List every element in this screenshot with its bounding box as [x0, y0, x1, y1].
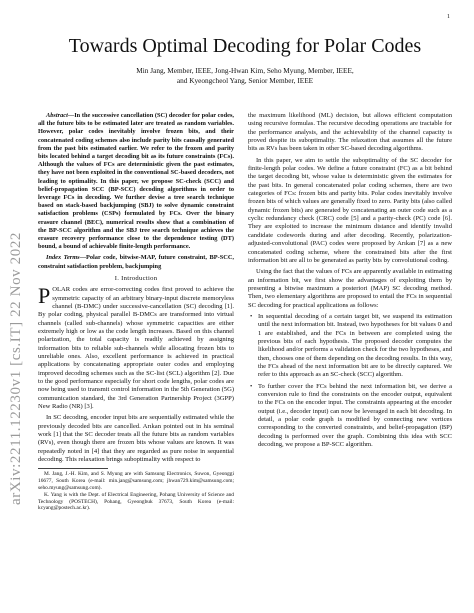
footnote-affiliation-2: K. Yang is with the Dept. of Electrical Engineering, Pohang University of Science and Technology (POSTECH), Pohang, Gyeongbuk 37673, South Korea (e-mail: kcyang@postech.ac.kr). — [38, 492, 234, 512]
contribution-list — [248, 313, 452, 450]
arxiv-sidebar — [4, 168, 30, 568]
left-column — [38, 112, 234, 513]
intro-paragraph-1 — [38, 283, 234, 411]
right-column — [248, 112, 452, 452]
footnote-divider — [38, 468, 108, 469]
drop-cap: P — [38, 283, 51, 309]
list-item: • To further cover the FCs behind the next information bit, we derive a conversion rule to find the constraints on the encoder output, equivalent to the FCs on the encoder input. The constraints appearing at the encoder output (i.e., decoder input) can now be leveraged in each bit decoding. In detail, a polar code graph is modified by connecting new vertices corresponding to the converted constraints, and belief-propagation (BP) decoding is performed over the graph. Combining this idea with SCC decoding, we propose a BP-SCC algorithm. — [258, 383, 452, 450]
index-terms-label: Index Terms — [46, 254, 80, 262]
abstract — [38, 112, 234, 251]
arxiv-identifier: arXiv:2211.12230v1 [cs.IT] 22 Nov 2022 — [8, 231, 25, 505]
author-block — [40, 66, 450, 86]
author-line-1: Min Jang, Member, IEEE, Jong-Hwan Kim, Seho Myung, Member, IEEE, — [136, 66, 354, 75]
intro-paragraph-2: In SC decoding, encoder input bits are sequentially estimated while the previously decoded bits are cancelled. Arıkan pointed out in his seminal work [1] that the SC decoder treats all the future bits as random variables (RVs), even though there are frozen bits whose values are known. It was repeatedly noted in [4] that they are regarded as pure noise in sequential decoding. This relaxation brings suboptimality with respect to — [38, 414, 234, 464]
abstract-label: Abstract — [46, 112, 68, 119]
right-paragraph-2: In this paper, we aim to settle the suboptimality of the SC decoder for finite-length polar codes. We define a future constraint (FC) as a bit behind the target decoding bit, whose value is deterministic given the estimates for the past bits. In general concatenated polar coding schemes, there are two categories of FCs: frozen bits and parity bits. Polar codes inevitably involve frozen bits of which values are generally fixed to zero. Parity bits (also called dynamic frozen bits) are generated by concatenating an outer code such as a cyclic redundancy check (CRC) code [5] and a parity-check (PC) code [6]. They are exploited to increase the minimum distance and identify invalid candidate codewords during and after decoding. Recently, polarization-adjusted-convolutional (PAC) codes were proposed by Arıkan [7] as a new concatenated coding scheme, where the constrained bits after the first information bit are all to be generated as parity bits by convolutional coding. — [248, 156, 452, 264]
paper-title: Towards Optimal Decoding for Polar Codes — [68, 35, 422, 57]
author-line-2: and Kyeongcheol Yang, Senior Member, IEEE — [176, 76, 314, 85]
abstract-text: —In the successive cancellation (SC) decoder for polar codes, all the future bits to be estimated later are treated as random variables. However, polar codes inevitably involve frozen bits, and their concatenated coding schemes also include parity bits causally generated from the past bits estimated earlier. We refer to the frozen and parity bits located behind a target decoding bit as its future constraints (FCs). Although the values of FCs are deterministic given the past estimates, they have not been exploited in the conventional SC-based decoders, not leading to optimality. In this paper, we propose SC-check (SCC) and belief-propagation SCC (BP-SCC) decoding algorithms in order to leverage FCs in decoding. We further devise a tree search technique based on stack-based backjumping (SBJ) to solve dynamic constraint satisfaction problems (CSPs) formulated by FCs. Over the binary erasure channel (BEC), numerical results show that a combination of the BP-SCC algorithm and the SBJ tree search technique achieves the erasure recovery performance close to the dependence testing (DT) bound, a bound of achievable finite-length performance. — [38, 112, 234, 251]
footnote-affiliation-1: M. Jang, J.-H. Kim, and S. Myung are with Samsung Electronics, Suwon, Gyeonggi 16677, South Korea (e-mail: min.jang@samsung.com; jhwan729.kim@samsung.com; seho.myung@samsung.com). — [38, 471, 234, 491]
index-terms-text: —Polar code, bitwise-MAP, future constraint, BP-SCC, constraint satisfaction problem, backjumping — [38, 254, 234, 270]
section-heading-introduction: I. Introduction — [114, 274, 158, 282]
right-paragraph-1: the maximum likelihood (ML) decision, but allows efficient computation using recursive formulas. The recursive decoding operations are tractable for the performance analysis, and the achievability of the channel capacity is proved despite its suboptimality. The relaxation that assumes all the future bits as RVs has been taken in other SC-based decoding algorithms. — [248, 112, 452, 153]
right-paragraph-3: Using the fact that the values of FCs are apparently available in estimating an information bit, we first show the advantages of exploiting them by presenting a bitwise maximum a posteriori (MAP) SC decoding method. Then, two elementary algorithms are proposed to entail the FCs in sequential SC decoding for practical applications as follows: — [248, 268, 452, 309]
intro-paragraph-1-text: OLAR codes are error-correcting codes first proved to achieve the symmetric capacity of an arbitrary binary-input discrete memoryless channel (B-DMC) under successive-cancellation (SC) decoding [1]. By polar coding, physical parallel B-DMCs are transformed into virtual channels (called sub-channels) whose symmetric capacities are either extremely high or low as the code length increases. Based on this channel polarization, the total capacity is readily achieved by assigning information bits to reliable sub-channels while allocating frozen bits to unreliable ones. Also, excellent performance is achieved in practical applications by concatenating appropriate outer codes and employing improved decoding schemes such as the SC-list (SCL) algorithm [2]. Due to the good performance especially for short code lengths, polar codes are now being used to transmit control information in the 5th Generation (5G) communication standard, the 3rd Generation Partnership Project (3GPP) New Radio (NR) [3]. — [38, 286, 234, 411]
list-item: • In sequential decoding of a certain target bit, we suspend its estimation until the next information bit. Instead, two hypotheses for bit values 0 and 1 are established, and the FCs in between are completed using the previous bits of each hypothesis. The proposed decoder computes the likelihood and/or performs a validation check for the two hypotheses, and then, chooses one of them depending on the decoding results. In this way, the FCs ahead of the next information bit are to be directly captured. We refer to this approach as an SC-check (SCC) algorithm. — [258, 313, 452, 380]
footnotes — [38, 471, 234, 512]
page-number: 1 — [447, 14, 450, 20]
index-terms — [38, 254, 234, 270]
